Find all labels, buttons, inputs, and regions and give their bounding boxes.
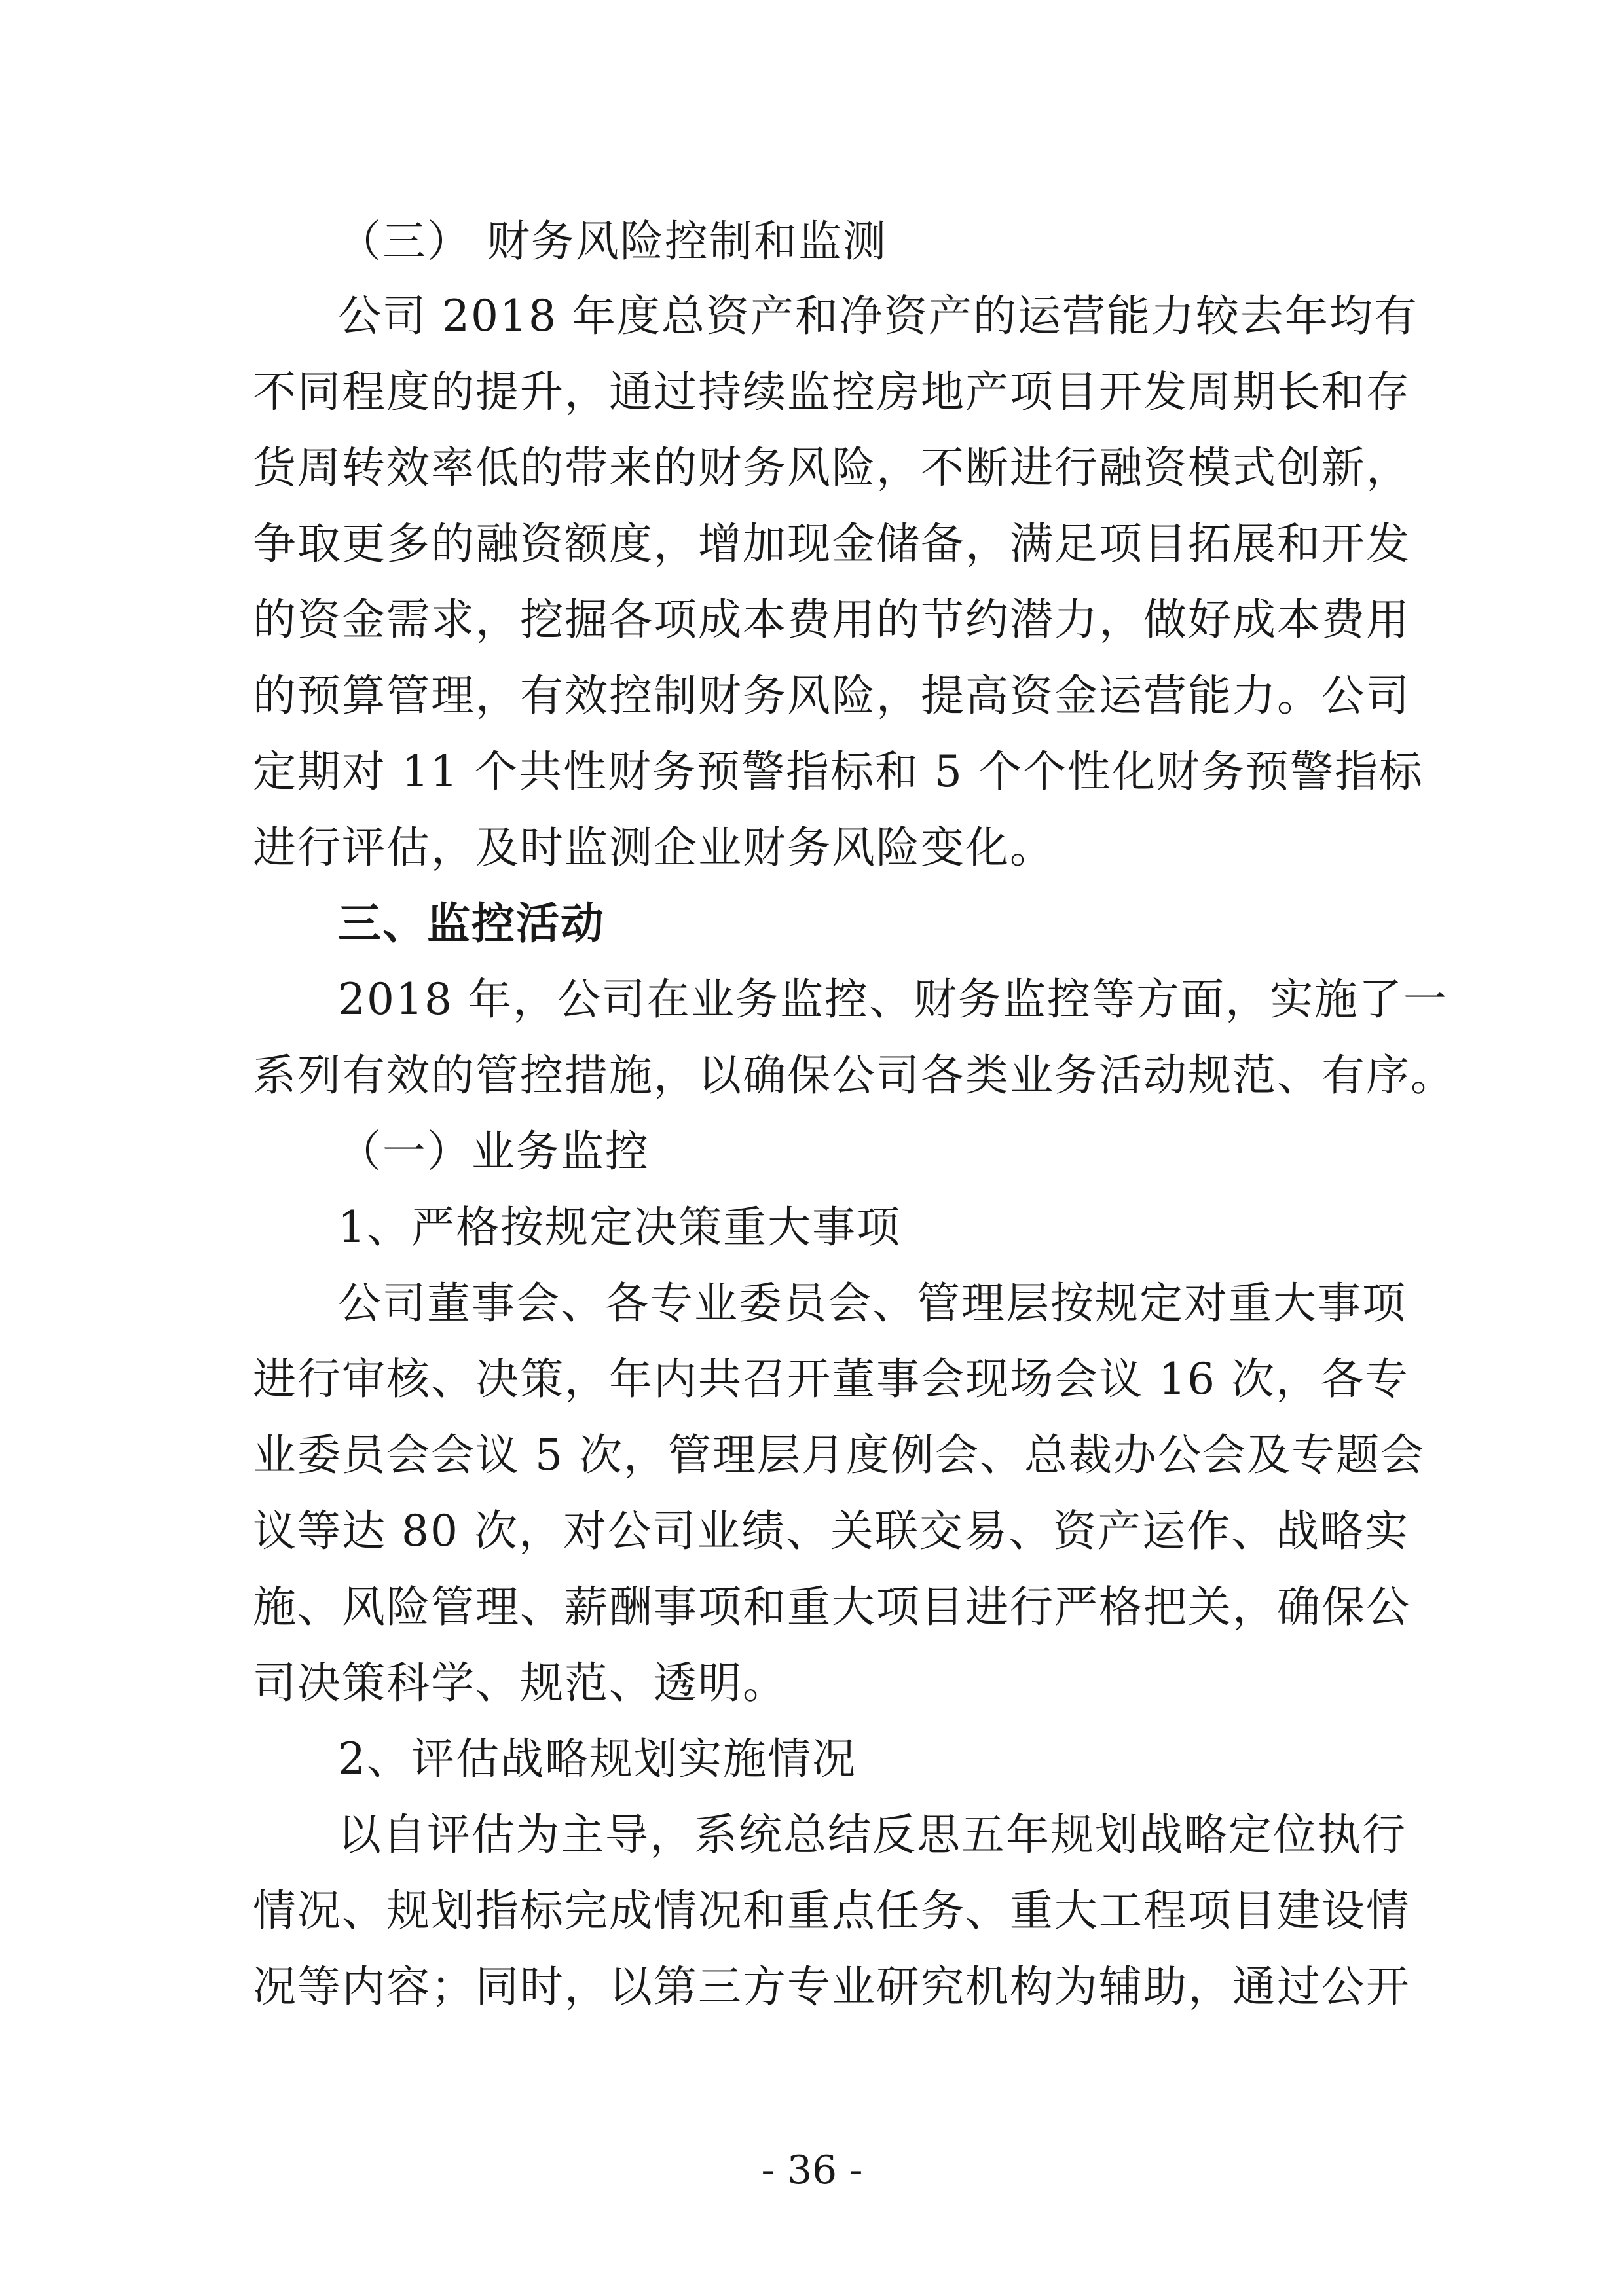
paragraph-line: 的预算管理，有效控制财务风险，提高资金运营能力。公司 bbox=[253, 670, 1411, 721]
paragraph-line: 业委员会会议 5 次，管理层月度例会、总裁办公会及专题会 bbox=[253, 1430, 1425, 1480]
paragraph-line: 货周转效率低的带来的财务风险，不断进行融资模式创新， bbox=[253, 443, 1411, 493]
paragraph-line: 公司董事会、各专业委员会、管理层按规定对重大事项 bbox=[338, 1278, 1407, 1328]
paragraph-line: 进行审核、决策，年内共召开董事会现场会议 16 次，各专 bbox=[253, 1354, 1409, 1404]
paragraph-line: 以自评估为主导，系统总结反思五年规划战略定位执行 bbox=[338, 1810, 1407, 1860]
paragraph-line: 的资金需求，挖掘各项成本费用的节约潜力，做好成本费用 bbox=[253, 594, 1411, 645]
chapter-heading: 三、监控活动 bbox=[338, 898, 605, 949]
paragraph-line: 2018 年，公司在业务监控、财务监控等方面，实施了一 bbox=[338, 974, 1448, 1025]
paragraph-line: 系列有效的管控措施，以确保公司各类业务活动规范、有序。 bbox=[253, 1050, 1455, 1101]
item-heading: 1、严格按规定决策重大事项 bbox=[338, 1202, 901, 1252]
paragraph-line: 况等内容；同时，以第三方专业研究机构为辅助，通过公开 bbox=[253, 1961, 1411, 2012]
paragraph-line: 公司 2018 年度总资产和净资产的运营能力较去年均有 bbox=[338, 291, 1418, 341]
paragraph-line: 定期对 11 个共性财务预警指标和 5 个个性化财务预警指标 bbox=[253, 746, 1424, 797]
paragraph-line: 争取更多的融资额度，增加现金储备，满足项目拓展和开发 bbox=[253, 519, 1411, 569]
paragraph-line: 司决策科学、规范、透明。 bbox=[253, 1658, 787, 1708]
paragraph-line: 施、风险管理、薪酬事项和重大项目进行严格把关，确保公 bbox=[253, 1582, 1411, 1632]
subsection-heading: （一）业务监控 bbox=[338, 1126, 650, 1176]
page-number: - 36 - bbox=[761, 2147, 863, 2193]
section-heading: （三） 财务风险控制和监测 bbox=[338, 216, 887, 266]
paragraph-line: 进行评估，及时监测企业财务风险变化。 bbox=[253, 822, 1054, 873]
item-heading: 2、评估战略规划实施情况 bbox=[338, 1734, 857, 1784]
paragraph-line: 议等达 80 次，对公司业绩、关联交易、资产运作、战略实 bbox=[253, 1506, 1409, 1556]
paragraph-line: 情况、规划指标完成情况和重点任务、重大工程项目建设情 bbox=[253, 1886, 1411, 1936]
paragraph-line: 不同程度的提升，通过持续监控房地产项目开发周期长和存 bbox=[253, 367, 1411, 417]
